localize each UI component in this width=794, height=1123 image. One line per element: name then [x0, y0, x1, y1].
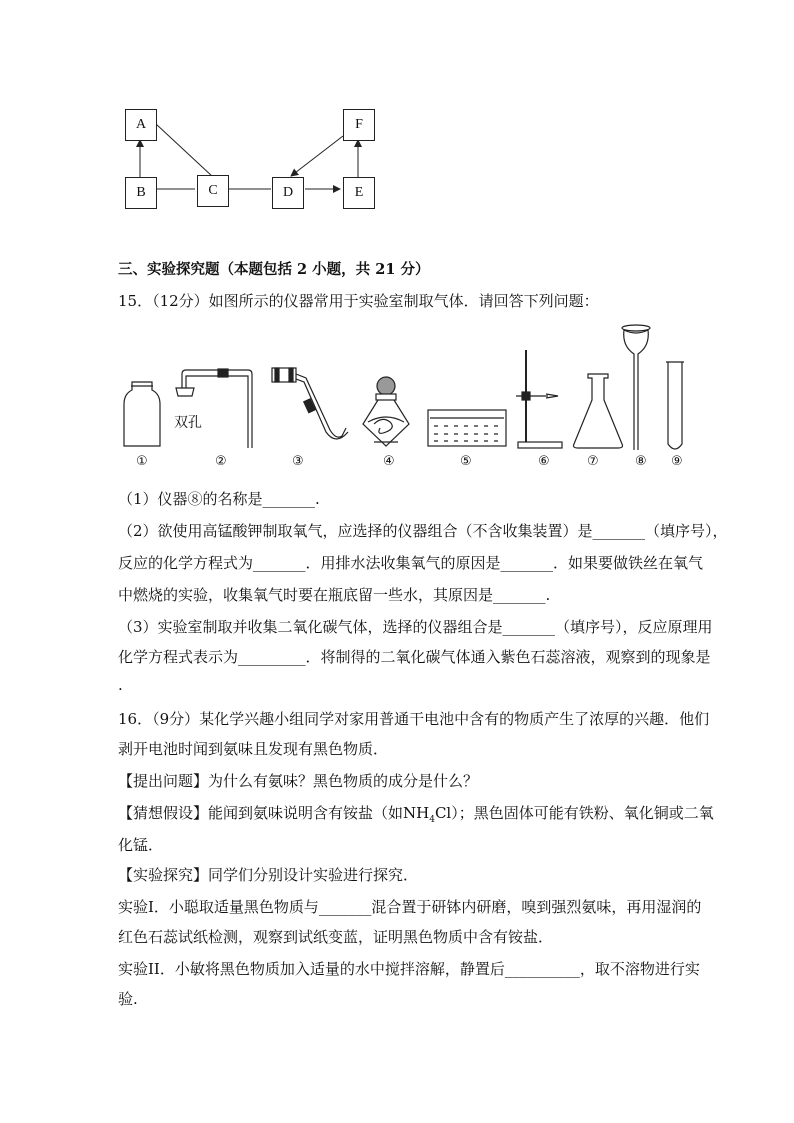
equipment-number-9: ⑨	[671, 454, 683, 469]
q16-line-7: 实验Ⅰ．小聪取适量黑色物质与_______混合置于研钵内研磨，嗅到强烈氨味，再用湿润的	[118, 898, 702, 916]
diagram-connectors	[118, 104, 380, 214]
equipment-number-1: ①	[136, 454, 148, 469]
conical-flask-icon	[574, 374, 623, 448]
lab-equipment-drawing	[118, 324, 698, 474]
q16-line-2: 剥开电池时闻到氨味且发现有黑色物质．	[118, 740, 389, 758]
q15-line-6: 化学方程式表示为_________．将制得的二氧化碳气体通入紫色石蕊溶液，观察到的现象是	[118, 648, 711, 666]
equipment-number-7: ⑦	[587, 454, 599, 469]
q16-line-4-part-a: 【猜想假设】能闻到氨味说明含有铵盐（如NH	[118, 804, 430, 822]
node-e: E	[343, 177, 375, 209]
equipment-number-2: ②	[215, 454, 227, 469]
q16-line-4	[118, 802, 714, 825]
lab-equipment-figure	[118, 324, 698, 474]
q15-line-7: .	[118, 676, 123, 694]
relation-diagram	[118, 104, 380, 214]
q15-line-2: （2）欲使用高锰酸钾制取氧气，应选择的仪器组合（不含收集装置）是_______（填序号），	[118, 522, 728, 540]
q16-line-10: 验.	[118, 990, 138, 1008]
double-hole-label: 双孔	[174, 415, 202, 431]
alcohol-burner-icon	[363, 377, 409, 446]
equipment-number-6: ⑥	[538, 454, 550, 469]
iron-stand-icon	[516, 350, 562, 448]
equipment-number-3: ③	[292, 454, 304, 469]
equipment-number-8: ⑧	[635, 454, 647, 469]
separatory-funnel-icon	[622, 325, 650, 450]
arrow-f-to-d	[291, 136, 343, 176]
q16-line-5: 化锰．	[118, 836, 164, 854]
equipment-number-5: ⑤	[460, 454, 472, 469]
q15-line-3: 反应的化学方程式为_______．用排水法收集氧气的原因是_______．如果要做铁丝在氧气	[118, 554, 704, 572]
q15-intro: 15．（12分）如图所示的仪器常用于实验室制取气体．请回答下列问题：	[118, 292, 599, 310]
q15-line-1: （1）仪器⑧的名称是_______.	[118, 490, 320, 508]
q15-line-4: 中燃烧的实验，收集氧气时要在瓶底留一些水，其原因是_______.	[118, 586, 551, 604]
stopper-bent-tube-icon	[272, 368, 348, 439]
node-d: D	[272, 177, 304, 209]
two-hole-stopper-icon	[176, 369, 252, 448]
q16-line-1: 16．（9分）某化学兴趣小组同学对家用普通干电池中含有的物质产生了浓厚的兴趣．他们	[118, 710, 710, 728]
q16-line-3: 【提出问题】为什么有氨味？黑色物质的成分是什么？	[118, 772, 479, 790]
q16-line-4-subscript: 4	[429, 815, 435, 825]
section-title: 三、实验探究题（本题包括 2 小题，共 21 分）	[118, 261, 430, 278]
gas-jar-icon	[124, 382, 160, 446]
node-f: F	[343, 109, 375, 141]
equipment-number-4: ④	[383, 454, 395, 469]
q16-line-9: 实验II．小敏将黑色物质加入适量的水中搅拌溶解，静置后__________，取不溶物进行实	[118, 960, 700, 978]
q16-line-6: 【实验探究】同学们分别设计实验进行探究．	[118, 866, 419, 884]
node-b: B	[125, 177, 157, 209]
q15-line-5: （3）实验室制取并收集二氧化碳气体，选择的仪器组合是_______（填序号），反应原理用	[118, 618, 713, 636]
q16-line-8: 红色石蕊试纸检测，观察到试纸变蓝，证明黑色物质中含有铵盐．	[118, 928, 554, 946]
node-a: A	[125, 109, 157, 141]
water-trough-icon	[428, 410, 506, 446]
node-c: C	[197, 175, 229, 207]
line-a-to-c	[156, 124, 213, 177]
test-tube-icon	[666, 362, 684, 449]
q16-line-4-part-b: Cl）；黑色固体可能有铁粉、氧化铜或二氧	[434, 804, 714, 822]
